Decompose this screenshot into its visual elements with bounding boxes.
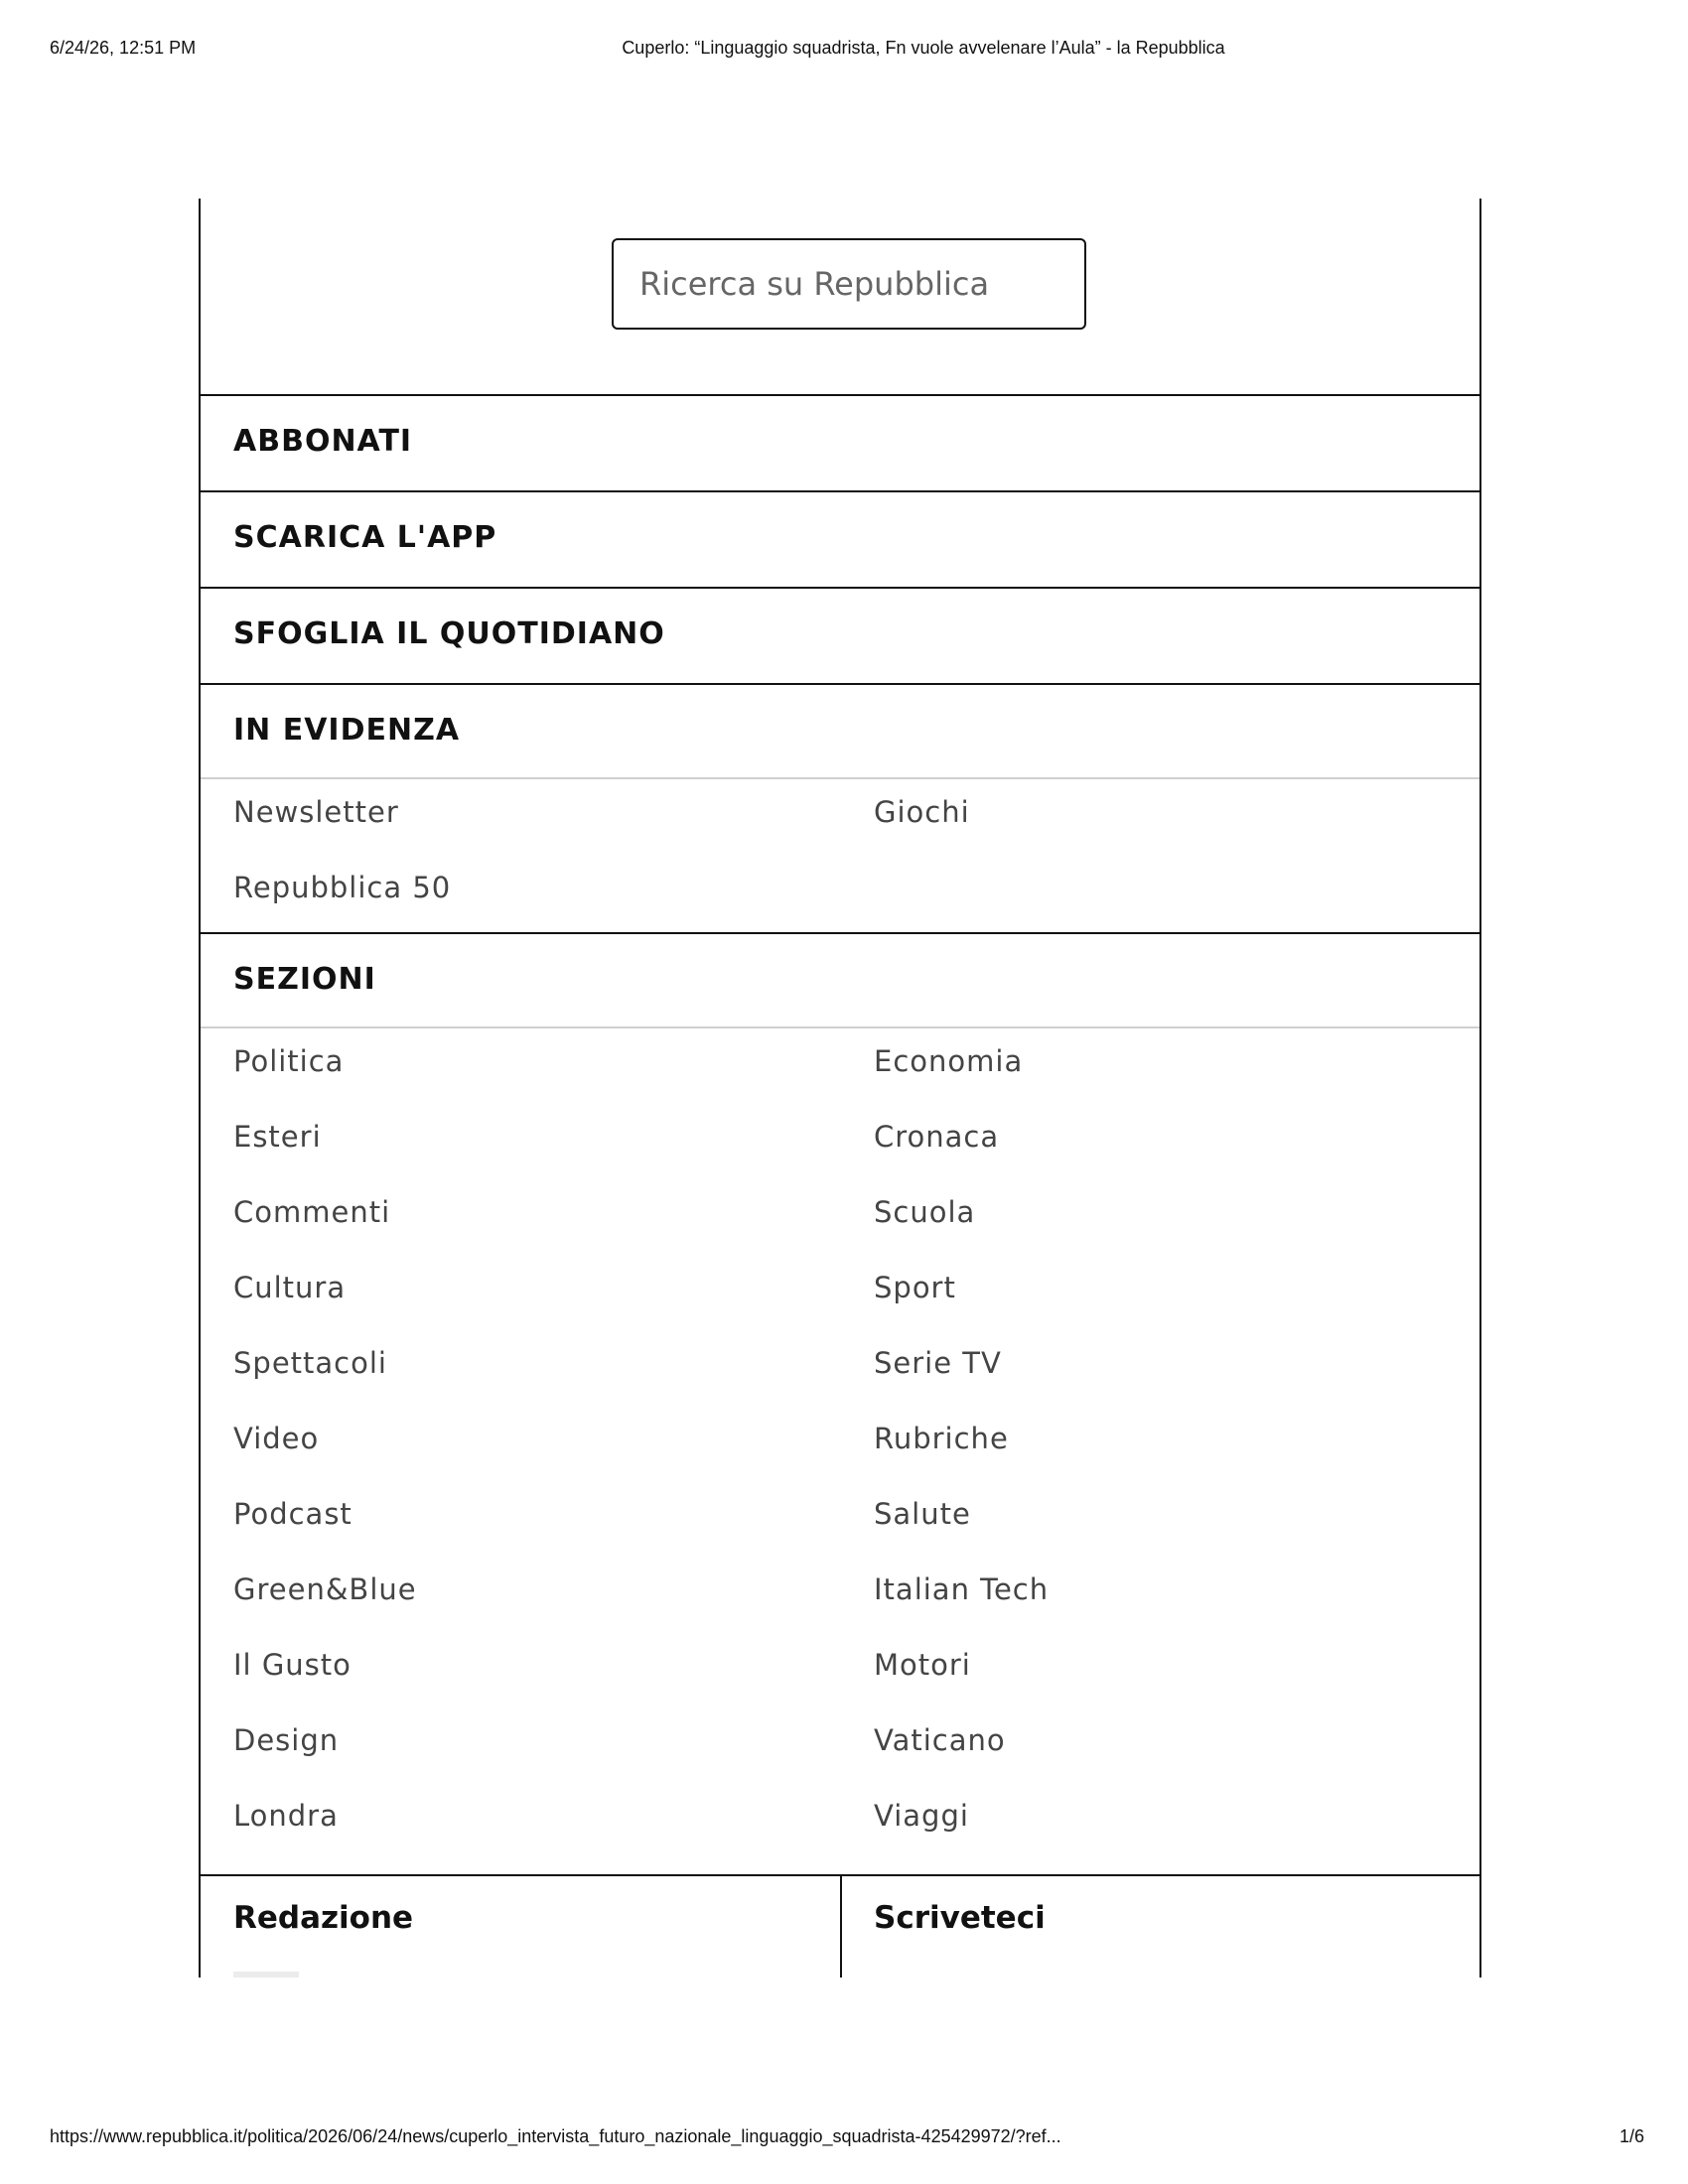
search-input[interactable]: Ricerca su Repubblica xyxy=(612,238,1086,330)
link-viaggi[interactable]: Viaggi xyxy=(874,1799,969,1833)
print-page-title: Cuperlo: “Linguaggio squadrista, Fn vuole avvelenare l’Aula” - la Repubblica xyxy=(622,38,1225,58)
print-datetime: 6/24/26, 12:51 PM xyxy=(50,38,197,58)
footer-placeholder-block xyxy=(233,1972,299,1978)
link-design[interactable]: Design xyxy=(233,1723,340,1757)
link-podcast[interactable]: Podcast xyxy=(233,1497,352,1531)
link-sport[interactable]: Sport xyxy=(874,1271,956,1304)
link-green-and-blue[interactable]: Green&Blue xyxy=(233,1572,417,1606)
navigation-menu-panel xyxy=(199,199,1481,1978)
link-repubblica-50[interactable]: Repubblica 50 xyxy=(233,871,452,904)
link-cultura[interactable]: Cultura xyxy=(233,1271,347,1304)
print-page-number: 1/6 xyxy=(1618,2126,1644,2146)
link-rubriche[interactable]: Rubriche xyxy=(874,1422,1009,1455)
section-header-sezioni: SEZIONI xyxy=(201,932,1479,1028)
link-politica[interactable]: Politica xyxy=(233,1044,345,1078)
link-video[interactable]: Video xyxy=(233,1422,320,1455)
footer-scriveteci[interactable]: Scriveteci xyxy=(874,1900,1046,1936)
link-vaticano[interactable]: Vaticano xyxy=(874,1723,1006,1757)
link-economia[interactable]: Economia xyxy=(874,1044,1024,1078)
link-il-gusto[interactable]: Il Gusto xyxy=(233,1648,352,1682)
link-newsletter[interactable]: Newsletter xyxy=(233,795,399,829)
menu-scarica-app[interactable]: SCARICA L'APP xyxy=(201,490,1479,587)
search-area xyxy=(201,199,1479,394)
menu-sfoglia-quotidiano[interactable]: SFOGLIA IL QUOTIDIANO xyxy=(201,587,1479,683)
link-salute[interactable]: Salute xyxy=(874,1497,971,1531)
print-header xyxy=(0,38,1688,62)
print-footer xyxy=(0,2126,1688,2150)
section-header-in-evidenza: IN EVIDENZA xyxy=(201,683,1479,779)
link-cronaca[interactable]: Cronaca xyxy=(874,1120,1000,1154)
link-giochi[interactable]: Giochi xyxy=(874,795,970,829)
menu-footer-row xyxy=(201,1874,1479,1978)
footer-divider xyxy=(840,1876,842,1978)
menu-abbonati[interactable]: ABBONATI xyxy=(201,394,1479,490)
link-londra[interactable]: Londra xyxy=(233,1799,339,1833)
link-scuola[interactable]: Scuola xyxy=(874,1195,976,1229)
link-italian-tech[interactable]: Italian Tech xyxy=(874,1572,1050,1606)
link-motori[interactable]: Motori xyxy=(874,1648,971,1682)
link-commenti[interactable]: Commenti xyxy=(233,1195,391,1229)
link-serie-tv[interactable]: Serie TV xyxy=(874,1346,1002,1380)
print-url: https://www.repubblica.it/politica/2026/06/24/news/cuperlo_intervista_futuro_nazionale_linguaggio_squadrista-425429972/?ref... xyxy=(50,2126,1061,2146)
link-spettacoli[interactable]: Spettacoli xyxy=(233,1346,387,1380)
link-esteri[interactable]: Esteri xyxy=(233,1120,322,1154)
footer-redazione[interactable]: Redazione xyxy=(233,1900,414,1936)
